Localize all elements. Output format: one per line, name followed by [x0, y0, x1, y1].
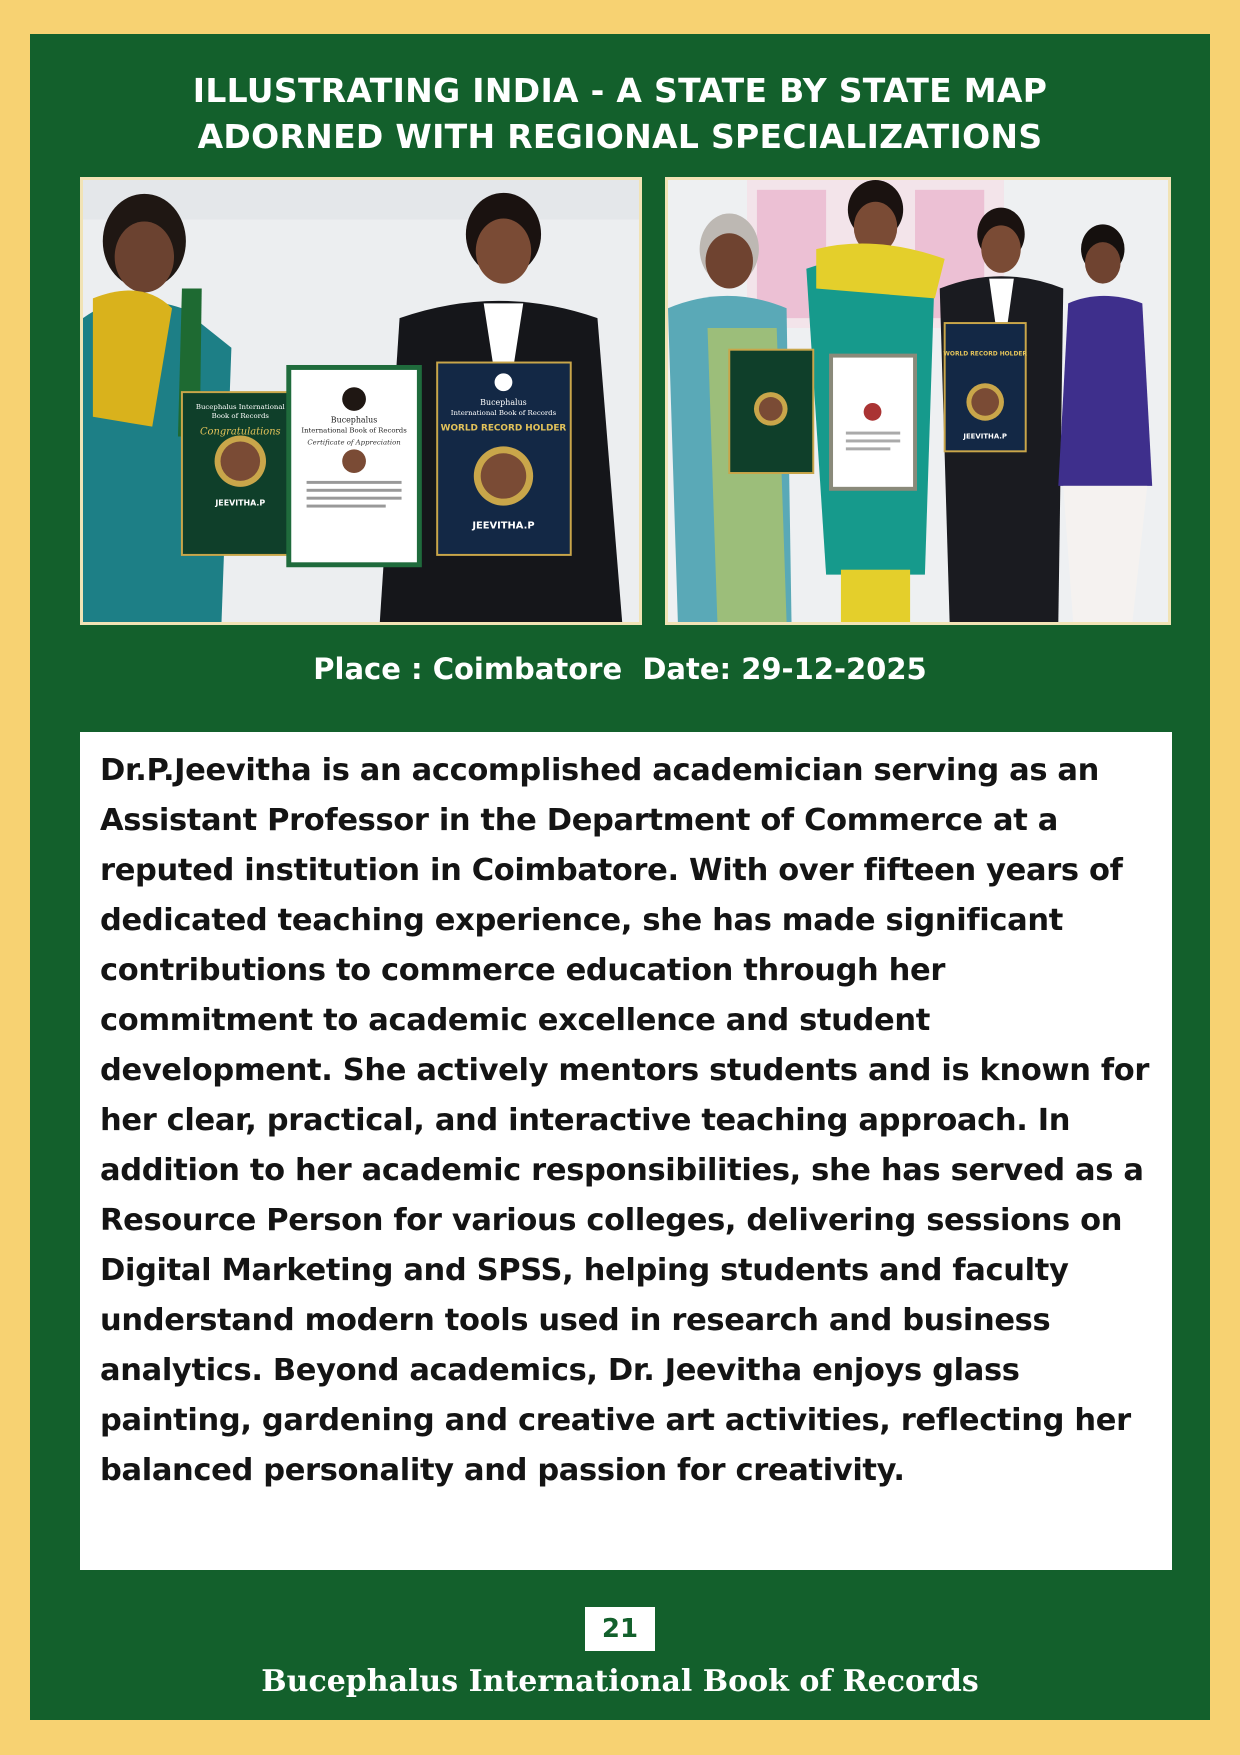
page-panel	[30, 34, 1210, 1720]
cert2-line2: International Book of Records	[301, 426, 407, 435]
publisher-name: Bucephalus International Book of Records	[261, 1664, 979, 1699]
cert1-line3: Congratulations	[199, 426, 281, 438]
cert2-line3: Certificate of Appreciation	[307, 438, 401, 447]
cert-right-name: JEEVITHA.P	[963, 432, 1007, 441]
title-line-2: ADORNED WITH REGIONAL SPECIALIZATIONS	[197, 117, 1043, 156]
title-line-1: ILLUSTRATING INDIA - A STATE BY STATE MAP	[192, 71, 1048, 110]
cert1-name: JEEVITHA.P	[215, 498, 266, 508]
cert1-line2: Book of Records	[211, 411, 269, 420]
photo-group-certificates	[665, 177, 1171, 625]
photo-right-illustration	[668, 180, 1168, 622]
cert1-line1: Bucephalus International	[195, 402, 285, 411]
cert3-line2: International Book of Records	[450, 408, 557, 417]
bio-box	[80, 732, 1172, 1570]
bio-text: Dr.P.Jeevitha is an accomplished academician serving as an Assistant Professor in the Department of Commerce at a reputed institution in Coimbatore. With over fifteen years of dedicated teaching experience, she has made significant contributions to commerce education through her commitment to academic excellence and student development. She actively mentors students and is known for her clear, practical, and interactive teaching approach. In addition to her academic responsibilities, she has served as a Resource Person for various colleges, delivering sessions on Digital Marketing and SPSS, helping students and faculty understand modern tools used in research and business analytics. Beyond academics, Dr. Jeevitha enjoys glass painting, gardening and creative art activities, reflecting her balanced personality and passion for creativity.	[100, 753, 1150, 1488]
cert2-line1: Bucephalus	[330, 415, 378, 425]
page-number: 21	[585, 1607, 655, 1651]
photo-certificate-presentation	[80, 177, 642, 625]
photo-left-illustration	[83, 180, 639, 622]
cert-right-line3: WORLD RECORD HOLDER	[943, 351, 1027, 358]
cert3-name: JEEVITHA.P	[472, 520, 535, 532]
place-date: Place : Coimbatore Date: 29-12-2025	[313, 652, 927, 686]
cert3-line3: WORLD RECORD HOLDER	[440, 423, 567, 434]
cert3-line1: Bucephalus	[480, 397, 527, 407]
page-title	[30, 68, 1210, 160]
